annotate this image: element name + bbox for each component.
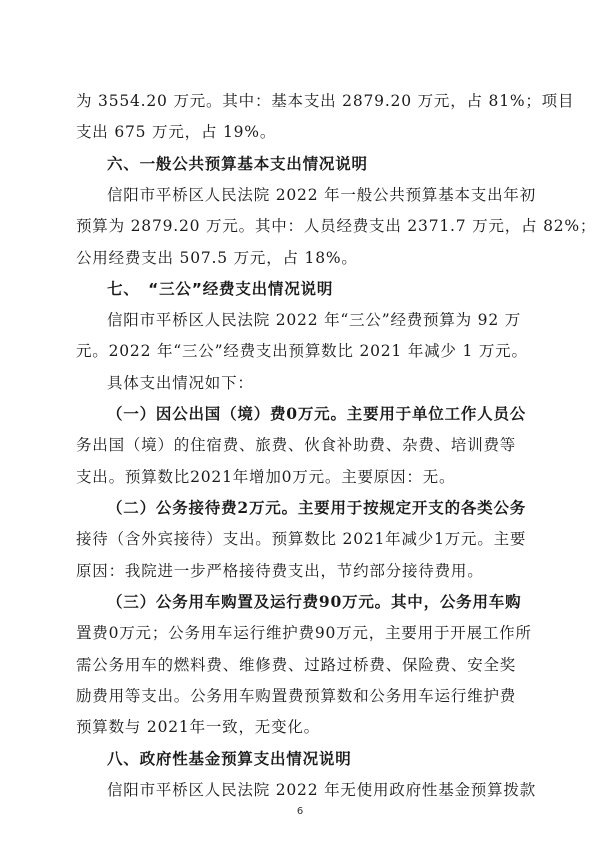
text-line: 接待（含外宾接待）支出。预算数比 2021年减少1万元。主要: [76, 530, 527, 548]
text-line: 支出。预算数比2021年增加0万元。主要原因：无。: [76, 468, 456, 486]
text-line: 需公务用车的燃料费、维修费、过路过桥费、保险费、安全奖: [76, 656, 517, 674]
text-line: 务出国（境）的住宿费、旅费、伙食补助费、杂费、培训费等: [76, 436, 517, 454]
subsection-paragraph-start: （二）公务接待费2万元。主要用于按规定开支的各类公务: [107, 498, 527, 517]
text-line: 为 3554.20 万元。其中：基本支出 2879.20 万元，占 81%；项目: [76, 92, 575, 110]
page-number: 6: [296, 806, 304, 817]
text-line: 具体支出情况如下：: [107, 374, 254, 392]
text-line: 预算为 2879.20 万元。其中：人员经费支出 2371.7 万元，占 82%；: [76, 217, 597, 235]
section-heading: 七、 “三公”经费支出情况说明: [107, 280, 334, 298]
section-heading: 六、一般公共预算基本支出情况说明: [107, 155, 368, 173]
text-line: 信阳市平桥区人民法院 2022 年一般公共预算基本支出年初: [107, 186, 537, 204]
text-line: 信阳市平桥区人民法院 2022 年“三公”经费预算为 92 万: [107, 311, 522, 329]
text-line: 信阳市平桥区人民法院 2022 年无使用政府性基金预算拨款: [107, 781, 537, 799]
subsection-paragraph-start: （三）公务用车购置及运行费90万元。其中，公务用车购: [107, 592, 522, 611]
subsection-paragraph-start: （一）因公出国（境）费0万元。主要用于单位工作人员公: [107, 404, 527, 423]
text-line: 预算数与 2021年一致，无变化。: [76, 718, 320, 736]
text-line: 置费0万元；公务用车运行维护费90万元，主要用于开展工作所: [76, 624, 532, 642]
text-line: 公用经费支出 507.5 万元，占 18%。: [76, 249, 358, 267]
text-line: 支出 675 万元，占 19%。: [76, 123, 277, 141]
section-heading: 八、政府性基金预算支出情况说明: [107, 750, 352, 768]
text-line: 原因：我院进一步严格接待费支出，节约部分接待费用。: [76, 562, 484, 580]
text-line: 励费用等支出。公务用车购置费预算数和公务用车运行维护费: [76, 687, 517, 705]
text-line: 元。2022 年“三公”经费支出预算数比 2021 年减少 1 万元。: [76, 342, 528, 360]
